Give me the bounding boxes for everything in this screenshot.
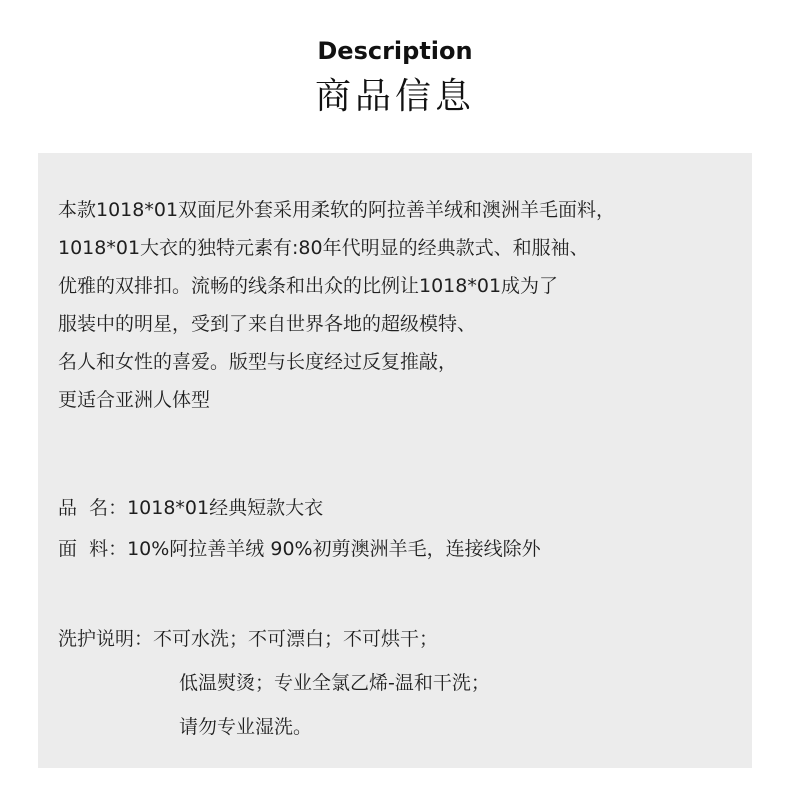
intro-line: 本款1018*01双面尼外套采用柔软的阿拉善羊绒和澳洲羊毛面料， (58, 199, 616, 221)
care-line-2: 低温熨烫；专业全氯乙烯-温和干洗； (179, 672, 490, 694)
description-panel (38, 153, 752, 768)
intro-line: 1018*01大衣的独特元素有:80年代明显的经典款式、和服袖、 (58, 237, 589, 259)
care-instructions (58, 617, 490, 749)
product-info-heading: 商品信息 (314, 76, 475, 117)
product-specs (58, 488, 541, 570)
intro-line: 服装中的明星，受到了来自世界各地的超级模特、 (58, 313, 477, 335)
intro-line: 优雅的双排扣。流畅的线条和出众的比例让1018*01成为了 (58, 275, 559, 297)
intro-line: 名人和女性的喜爱。版型与长度经过反复推敲， (58, 351, 458, 373)
description-heading: Description (317, 37, 473, 65)
care-line-1: 洗护说明：不可水洗；不可漂白；不可烘干； (58, 628, 439, 650)
fabric-line: 面 料：10%阿拉善羊绒 90%初剪澳洲羊毛，连接线除外 (58, 538, 541, 560)
intro-paragraph (58, 191, 615, 419)
care-line-3: 请勿专业湿洗。 (179, 716, 313, 738)
intro-line: 更适合亚洲人体型 (58, 389, 211, 411)
product-name-line: 品 名：1018*01经典短款大衣 (58, 497, 324, 519)
